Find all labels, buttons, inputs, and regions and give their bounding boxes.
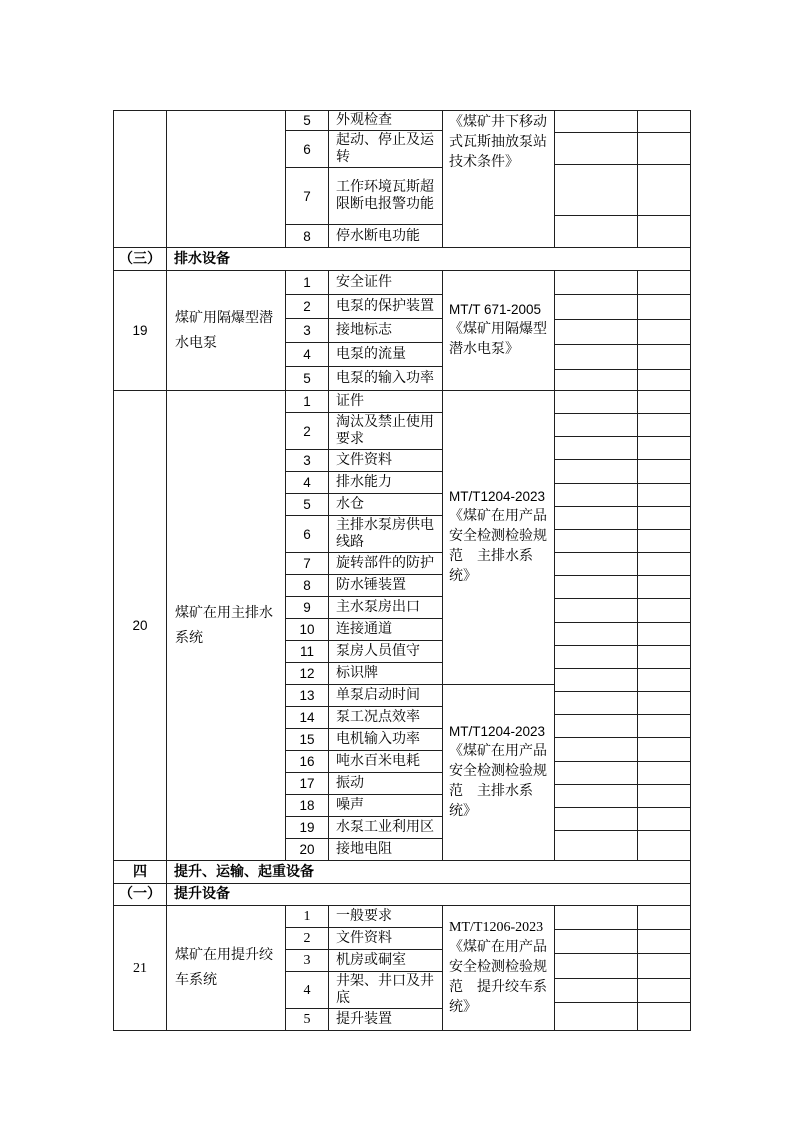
item-no-cell: 13 — [286, 685, 329, 707]
item-name-cell: 电泵的输入功率 — [329, 367, 443, 391]
section-title-cell: 提升设备 — [167, 884, 691, 906]
blank-cell — [638, 414, 690, 437]
item-name-cell: 井架、井口及井底 — [329, 972, 443, 1009]
result-column-cell — [555, 906, 638, 1031]
section-header-row — [114, 861, 691, 884]
blank-cell — [638, 576, 690, 599]
standard-title: 《煤矿在用产品安全检测检验规范 提升绞车系统》 — [449, 939, 547, 1015]
blank-cell — [638, 738, 690, 761]
blank-cell — [638, 370, 690, 389]
item-no-cell: 1 — [286, 906, 329, 928]
item-name-cell: 停水断电功能 — [329, 225, 443, 248]
item-no-cell: 12 — [286, 663, 329, 685]
table-row — [114, 906, 691, 928]
item-name-cell: 泵房人员值守 — [329, 641, 443, 663]
blank-cell — [638, 553, 690, 576]
item-name-cell: 旋转部件的防护 — [329, 553, 443, 575]
item-no-cell: 2 — [286, 928, 329, 950]
standard-cell — [443, 685, 555, 861]
blank-cell — [555, 599, 637, 622]
blank-cell — [638, 320, 690, 345]
result-column-cell — [555, 111, 638, 248]
section-header-row — [114, 248, 691, 271]
standard-cell — [443, 391, 555, 685]
blank-cell — [555, 553, 637, 576]
item-no-cell: 10 — [286, 619, 329, 641]
blank-cell — [555, 165, 637, 216]
blank-cell — [555, 295, 637, 320]
standard-code: MT/T 671-2005 — [449, 302, 542, 317]
standard-code: MT/T1206-2023 — [449, 919, 544, 935]
blank-cell — [638, 646, 690, 669]
item-name-cell: 一般要求 — [329, 906, 443, 928]
blank-cell — [638, 762, 690, 785]
blank-cell — [638, 954, 690, 978]
equipment-cell: 煤矿在用提升绞车系统 — [167, 906, 286, 1031]
item-name-cell: 提升装置 — [329, 1009, 443, 1031]
item-name-cell: 起动、停止及运转 — [329, 131, 443, 168]
item-no-cell: 14 — [286, 707, 329, 729]
equipment-cell: 煤矿用隔爆型潜水电泵 — [167, 271, 286, 391]
item-name-cell: 接地标志 — [329, 319, 443, 343]
blank-cell — [555, 111, 637, 133]
blank-cell — [555, 530, 637, 553]
standard-title: 《煤矿井下移动式瓦斯抽放泵站技术条件》 — [449, 115, 547, 170]
item-no-cell: 20 — [286, 839, 329, 861]
standard-code: MT/T1204-2023 — [449, 489, 546, 504]
blank-cell — [638, 437, 690, 460]
blank-cell — [638, 530, 690, 553]
blank-cell — [638, 599, 690, 622]
standard-cell — [443, 271, 555, 391]
blank-cell — [555, 715, 637, 738]
item-no-cell: 15 — [286, 729, 329, 751]
item-no-cell: 2 — [286, 413, 329, 450]
result-column-cell — [555, 271, 638, 391]
item-no-cell: 3 — [286, 450, 329, 472]
item-name-cell: 电泵的流量 — [329, 343, 443, 367]
blank-cell — [555, 785, 637, 808]
item-name-cell: 电泵的保护装置 — [329, 295, 443, 319]
blank-cell — [555, 216, 637, 241]
blank-cell — [555, 906, 637, 930]
blank-cell — [555, 762, 637, 785]
item-no-cell: 9 — [286, 597, 329, 619]
item-name-cell: 淘汰及禁止使用要求 — [329, 413, 443, 450]
standard-title: 《煤矿在用产品安全检测检验规范 主排水系统》 — [449, 744, 547, 819]
blank-cell — [555, 414, 637, 437]
serial-cell: 20 — [114, 391, 167, 861]
blank-cell — [555, 623, 637, 646]
section-title-cell: 提升、运输、起重设备 — [167, 861, 691, 884]
remark-column-cell — [638, 906, 691, 1031]
item-name-cell: 主排水泵房供电线路 — [329, 516, 443, 553]
blank-cell — [638, 979, 690, 1003]
blank-cell — [555, 370, 637, 389]
item-no-cell: 8 — [286, 575, 329, 597]
serial-cell: 21 — [114, 906, 167, 1031]
item-name-cell: 主水泵房出口 — [329, 597, 443, 619]
item-name-cell: 证件 — [329, 391, 443, 413]
item-no-cell: 5 — [286, 1009, 329, 1031]
serial-cell: 19 — [114, 271, 167, 391]
item-no-cell: 6 — [286, 516, 329, 553]
blank-cell — [638, 216, 690, 241]
blank-cell — [638, 345, 690, 370]
blank-cell — [555, 808, 637, 831]
equipment-cell: 煤矿在用主排水系统 — [167, 391, 286, 861]
item-name-cell: 外观检查 — [329, 111, 443, 131]
item-name-cell: 连接通道 — [329, 619, 443, 641]
item-name-cell: 排水能力 — [329, 472, 443, 494]
blank-cell — [555, 738, 637, 761]
blank-cell — [638, 831, 690, 853]
blank-cell — [638, 391, 690, 414]
blank-cell — [638, 906, 690, 930]
standard-title: 《煤矿在用产品安全检测检验规范 主排水系统》 — [449, 509, 547, 584]
blank-cell — [555, 133, 637, 165]
blank-cell — [555, 460, 637, 483]
blank-cell — [555, 831, 637, 853]
item-name-cell: 水仓 — [329, 494, 443, 516]
item-no-cell: 2 — [286, 295, 329, 319]
inspection-table — [113, 110, 691, 1031]
blank-cell — [555, 576, 637, 599]
item-no-cell: 19 — [286, 817, 329, 839]
blank-cell — [638, 295, 690, 320]
section-header-row — [114, 884, 691, 906]
item-no-cell: 1 — [286, 271, 329, 295]
table-row — [114, 271, 691, 295]
blank-cell — [555, 692, 637, 715]
section-no-cell: 四 — [114, 861, 167, 884]
section-title-cell: 排水设备 — [167, 248, 691, 271]
item-name-cell: 工作环境瓦斯超限断电报警功能 — [329, 168, 443, 225]
blank-cell — [638, 715, 690, 738]
item-no-cell: 16 — [286, 751, 329, 773]
blank-cell — [555, 391, 637, 414]
item-no-cell: 4 — [286, 472, 329, 494]
section-no-cell: （三） — [114, 248, 167, 271]
item-no-cell: 5 — [286, 494, 329, 516]
item-name-cell: 噪声 — [329, 795, 443, 817]
item-name-cell: 振动 — [329, 773, 443, 795]
blank-cell — [638, 692, 690, 715]
equipment-cell — [167, 111, 286, 248]
blank-cell — [638, 484, 690, 507]
table-row — [114, 391, 691, 413]
blank-cell — [638, 507, 690, 530]
blank-cell — [638, 133, 690, 165]
item-name-cell: 防水锤装置 — [329, 575, 443, 597]
item-name-cell: 泵工况点效率 — [329, 707, 443, 729]
item-no-cell: 7 — [286, 553, 329, 575]
blank-cell — [555, 320, 637, 345]
item-no-cell: 5 — [286, 367, 329, 391]
blank-cell — [555, 646, 637, 669]
item-no-cell: 1 — [286, 391, 329, 413]
blank-cell — [638, 785, 690, 808]
section-no-cell: （一） — [114, 884, 167, 906]
blank-cell — [638, 930, 690, 954]
item-name-cell: 水泵工业利用区 — [329, 817, 443, 839]
blank-cell — [555, 979, 637, 1003]
item-name-cell: 接地电阻 — [329, 839, 443, 861]
blank-cell — [555, 669, 637, 692]
blank-cell — [555, 484, 637, 507]
item-name-cell: 机房或硐室 — [329, 950, 443, 972]
item-name-cell: 吨水百米电耗 — [329, 751, 443, 773]
item-name-cell: 单泵启动时间 — [329, 685, 443, 707]
item-no-cell: 3 — [286, 319, 329, 343]
standard-code: MT/T1204-2023 — [449, 724, 546, 739]
item-no-cell: 17 — [286, 773, 329, 795]
standard-title: 《煤矿用隔爆型潜水电泵》 — [449, 322, 547, 357]
item-name-cell: 安全证件 — [329, 271, 443, 295]
blank-cell — [638, 271, 690, 295]
item-no-cell: 5 — [286, 111, 329, 131]
item-name-cell: 标识牌 — [329, 663, 443, 685]
item-no-cell: 6 — [286, 131, 329, 168]
blank-cell — [555, 437, 637, 460]
result-column-cell — [555, 391, 638, 861]
blank-cell — [555, 345, 637, 370]
blank-cell — [638, 808, 690, 831]
table-row — [114, 111, 691, 131]
blank-cell — [638, 1003, 690, 1026]
item-no-cell: 4 — [286, 343, 329, 367]
item-no-cell: 4 — [286, 972, 329, 1009]
item-name-cell: 文件资料 — [329, 928, 443, 950]
blank-cell — [555, 271, 637, 295]
item-name-cell: 文件资料 — [329, 450, 443, 472]
blank-cell — [638, 460, 690, 483]
item-no-cell: 7 — [286, 168, 329, 225]
blank-cell — [555, 930, 637, 954]
item-no-cell: 11 — [286, 641, 329, 663]
remark-column-cell — [638, 391, 691, 861]
item-no-cell: 18 — [286, 795, 329, 817]
blank-cell — [638, 669, 690, 692]
blank-cell — [555, 1003, 637, 1026]
blank-cell — [555, 507, 637, 530]
blank-cell — [638, 165, 690, 216]
item-name-cell: 电机输入功率 — [329, 729, 443, 751]
blank-cell — [638, 111, 690, 133]
blank-cell — [638, 623, 690, 646]
remark-column-cell — [638, 111, 691, 248]
item-no-cell: 3 — [286, 950, 329, 972]
item-no-cell: 8 — [286, 225, 329, 248]
standard-cell — [443, 906, 555, 1031]
standard-cell — [443, 111, 555, 248]
blank-cell — [555, 954, 637, 978]
serial-cell — [114, 111, 167, 248]
remark-column-cell — [638, 271, 691, 391]
